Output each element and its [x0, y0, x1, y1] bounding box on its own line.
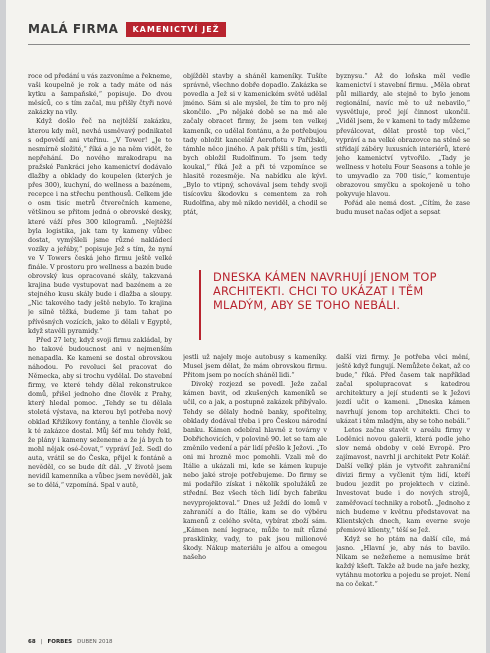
paragraph: Když došlo řeč na nejtěžší zakázku, kterou kdy měl, nevhá usměvavý podnikatel s odpovědí ani vteřinu. „V Tower! „Je to nesmírně složité,“ říká a je na něm vidět, že nepřehání. Do nového mrakodrapu na pražské Pankráci jeho kamenictví dodávalo dlažby a obklady do koupelen (kterých je přes 300), kuchyní, do wellness a bazénem, recepce i na střechu penthousů. Celkem jde o osm tisíc metrů čtverečních kamene, většinou se přitom jedná o obrovské desky, které váží přes 300 kilogramů. „Nejtěžší byla logistika, jak tam ty kameny vůbec dostat, vymýšleli jsme různé nakládecí vozíky a jeřáby,“ popisuje Jež s tím, že nyní ve V Towers česká jeho firmu ještě velké finále. V prostoru pro wellness a bazén bude obrovský kus opracované skály, takzvaná krajina bude vystupovat nad bazénem a ze stejného kusu skály bude i dlažba a sloupy. „Nic takového tady ještě nebylo. To krajina je silně těžká, budeme ji tam tahat po přívěsných vozících, jako to dělali v Egyptě, když stavěli pyramidy.“ [28, 117, 172, 335]
magazine-page [6, 0, 486, 653]
section-tag: KAMENICTVÍ JEŽ [126, 22, 225, 37]
paragraph: Divoký rozjezd se povedl. Ježe začal kámen bavit, od zkušených kameníků se učil, co a jak, a postupně zakázek přibývalo. Tehdy se dělaly hodně banky, spořitelny, obklady dodával třeba i pro Českou národní banku. Kámen odebíral hlavně z továrny v Dobřichovicích, v polovině 90. let se tam ale změnilo vedení a pár lidí přešlo k Ježovi. „To oni mi hrozně moc pomohli. Vzali mě do Itálie a ukázali mi, kde se kámen kupuje nebo jaké stroje potřebujeme. Do firmy se mi podařilo získat i několik spolužáků ze střední. Bez všech těch lidí bych fabriku nevyprojektoval.“ Dnes už Ježdí do lomů v zahraničí a do Itálie, kam se do výběru kamenů z celého světa, vybírat zboží sám. „Kámen není legrace, může to mít různé prasklinky, vady, to pak jsou milionové škody. Nákup materiálu je alfou a omegou našeho [183, 380, 327, 562]
article-column-3-bottom [336, 353, 470, 632]
article-column-1 [28, 72, 172, 632]
paragraph: jestli už najely moje autobusy s kameníky. Musel jsem dělat, že mám obrovskou firmu. Přitom jsem po nocích sháněl lidi.“ [183, 353, 327, 380]
paragraph: Letos začne stavět v areálu firmy v Loděnici novou galerii, která podle jeho slov nemá obdoby v celé Evropě. Pro zajímavost, navrhl ji architekt Petr Kolář. Další velký plán je vytvořit zahraniční divizi firmy a vyčlenit tým lidí, kteří budou jezdit po projektech v cizině. Investovat bude i do nových strojů, zaměřovací techniky a robotů. „Jednoho z nich budeme v květnu představovat na Klientských dnech, kam everne svoje přemiové klienty,“ těší se Jež. [336, 425, 470, 534]
paragraph: byznysu.“ Až do loňska měl vedle kamenictví i stavební firmu. „Měla obrat půl miliardy, ale stejně to bylo jenom regionální, navíc mě to už nebavilo,“ vysvětluje, proč její činnost ukončil. „Viděl jsem, že v kameni to tady můžeme převálcovat, dělat prostě top věci,“ vypráví a na velké obrazovce na stěně se střídají záběry luxusních interiérů, které jeho kamenictví vytvořilo. „Tady je wellness v hotelu Four Seasons a tohle je to umyvadlo za 700 tisíc,“ komentuje obrazovou smyčku a spokojeně u toho pokyvuje hlavou. [336, 72, 470, 199]
issue-date: DUBEN 2018 [77, 639, 113, 645]
paragraph: Před 27 lety, když svoji firmu zakládal, by ho takové budoucnost ani v nejmenším nenapadla. Ke kameni se dostal obrovskou náhodou. Po revoluci šel pracovat do Německa, aby si trochu vydělal. Do stavební firmy, ve které tehdy dělal rekonstrukce domů, přišel jednoho dne člověk z Prahy, který hledal pomoc. „Tehdy se tu dělala stoletá výstava, na kterou byl potřeba nový obklad Křižíkovy fontány, a tenhle člověk se k té zakázce dostal. Můj šéf mu tehdy řekl, že plány i kameny seženeme a že já bych to mohl nějak osé-čovat,“ vypráví Jež. Sedl do auta, vrátil se do Česka, přijel k fontáně a nevěděl, co se bude dít dál. „V životě jsem nevidíl kamenníka a vůbec jsem nevěděl, jak se to dělá,“ vzpomíná. Spal v autě, [28, 335, 172, 490]
article-column-2-bottom [183, 353, 327, 632]
magazine-name: FORBES [47, 639, 73, 645]
article-column-2-top [183, 72, 327, 258]
paragraph: roce od předání u vás zazvoníme a řekneme, vaši koupelně je rok a tady máte od nás kytku a šampaňské,“ popisuje. Do dvou měsíců, co s tím začal, mu přišly čtyři nové zakázky na víly. [28, 72, 172, 117]
pull-quote: DNESKA KÁMEN NAVRHUJÍ JENOM TOP ARCHITEKTI. CHCI TO UKÁZAT I TĚM MLADÝM, ABY SE TOHO NEBÁLI. [199, 270, 470, 340]
section-title: MALÁ FIRMA [28, 22, 119, 36]
page-number: 68 [28, 639, 36, 645]
header-rule [28, 44, 470, 45]
paragraph: Pořád ale nemá dost. „Cítím, že zase budu muset načas odjet a sepsat [336, 199, 470, 217]
page-header [28, 18, 226, 40]
page-footer [28, 639, 112, 645]
paragraph: Když se ho ptám na další cíle, má jasno. „Hlavní je, aby nás to bavilo. Nikam se nežeňeme a nemusíme brát každý kšeft. Takže až bude na jaře hezky, vytáhnu motorku a pojedu se projet. Není na co čekat.“ [336, 534, 470, 589]
article-column-3-top [336, 72, 470, 258]
paragraph: objížděl stavby a sháněl kameníky. Tušíte správně, všechno dobře dopadlo. Zakázka se povedla a Jež si v kamenickém světě udělal jméno. Sám si ale myslel, že tím to pro něj skončilo. „Po nějaké době se na mě ale začaly obracet firmy, že jsem ten velkej kameník, co udělal fontánu, a že potřebujou tady obložit kancelář Aeroflotu v Pařížské, támhle něco jiného. A pak přišli s tím, jestli bych obložil Rudolfinum. To jsem tedy koukal,“ říká Jež a při té vzpomínce se hlasitě rozesměje. Na nabídku ale kývl. „Bylo to vtipný, schovával jsem tehdy svoji tisícovku škodovku s cementem za roh Rudolfina, aby mě nikdo neviděl, a chodil se ptát, [183, 72, 327, 217]
separator: | [40, 639, 43, 645]
paragraph: další vizi firmy. Je potřeba věci mění, ještě když fungují. Nemůžete čekat, až co bude,“ říká. Před časem tak například začal spolupracovat s katedrou architektury a její studenti se k Ježovi jezdí učit o kameni. „Dneska kámen navrhují jenom top architekti. Chci to ukázat i těm mladým, aby se toho nebáli.“ [336, 353, 470, 425]
